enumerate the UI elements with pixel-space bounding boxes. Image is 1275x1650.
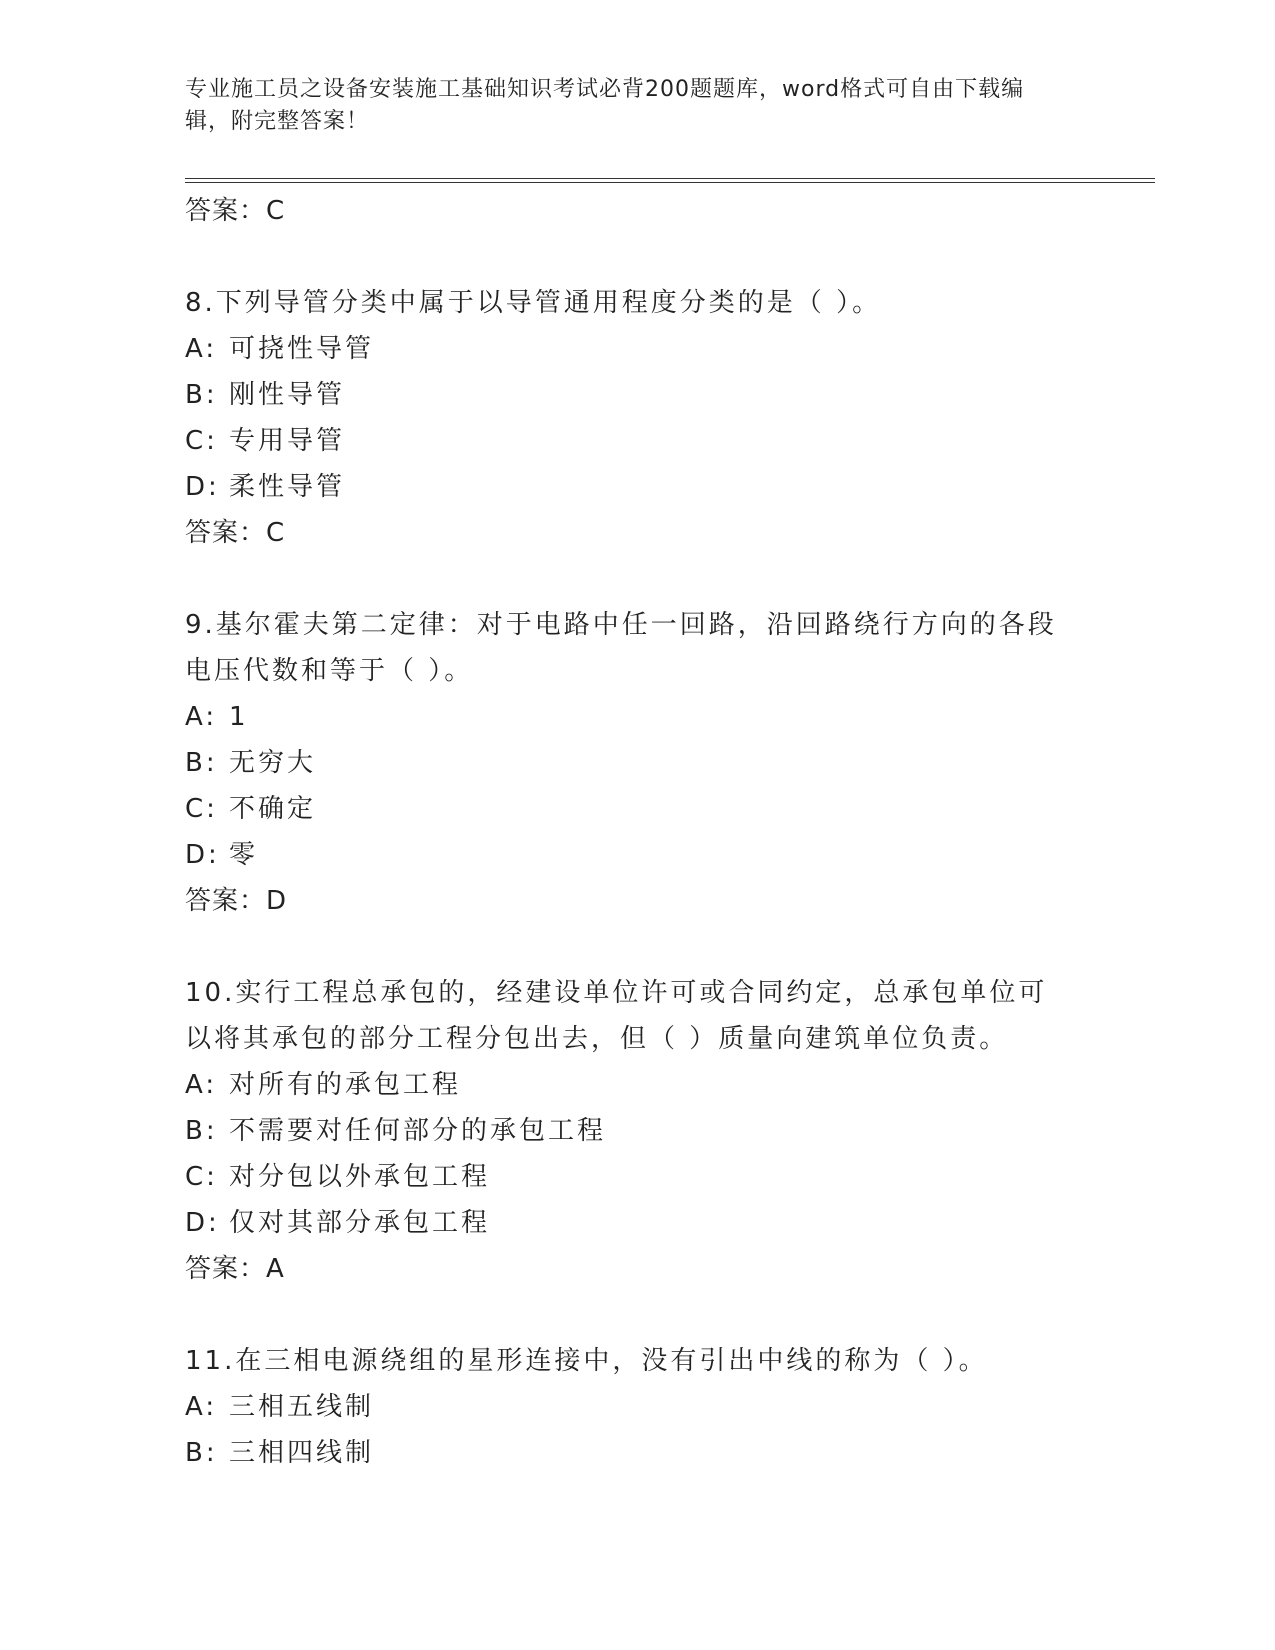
option-text: 可挠性导管 bbox=[229, 334, 375, 364]
option-text: 不需要对任何部分的承包工程 bbox=[229, 1116, 607, 1146]
question-text: 8.下列导管分类中属于以导管通用程度分类的是（ ）。 bbox=[185, 288, 882, 318]
option-letter: A: bbox=[185, 1070, 218, 1100]
option-a bbox=[185, 694, 1075, 740]
question-text: 11.在三相电源绕组的星形连接中，没有引出中线的称为（ ）。 bbox=[185, 1346, 988, 1376]
option-letter: A: bbox=[185, 1392, 218, 1422]
option-a bbox=[185, 326, 1075, 372]
option-b bbox=[185, 1430, 1075, 1476]
option-d bbox=[185, 1200, 1075, 1246]
option-b bbox=[185, 372, 1075, 418]
option-letter: C: bbox=[185, 794, 218, 824]
option-letter: A: bbox=[185, 702, 218, 732]
option-d bbox=[185, 464, 1075, 510]
option-letter: D: bbox=[185, 1208, 220, 1238]
question-list bbox=[185, 188, 1075, 1476]
option-text: 无穷大 bbox=[229, 748, 317, 778]
option-c bbox=[185, 1154, 1075, 1200]
option-d bbox=[185, 832, 1075, 878]
header-divider-thick bbox=[185, 182, 1155, 183]
option-letter: C: bbox=[185, 426, 218, 456]
option-letter: B: bbox=[185, 380, 218, 410]
option-letter: C: bbox=[185, 1162, 218, 1192]
question-item bbox=[185, 280, 1075, 556]
option-letter: B: bbox=[185, 1438, 218, 1468]
option-text: 刚性导管 bbox=[229, 380, 346, 410]
header-divider-thin bbox=[185, 178, 1155, 179]
option-text: 对所有的承包工程 bbox=[229, 1070, 462, 1100]
question-text: 10.实行工程总承包的，经建设单位许可或合同约定，总承包单位可以将其承包的部分工程分包出去，但（ ）质量向建筑单位负责。 bbox=[185, 978, 1048, 1054]
option-letter: B: bbox=[185, 748, 218, 778]
document-header: 专业施工员之设备安装施工基础知识考试必背200题题库，word格式可自由下载编辑，附完整答案！ bbox=[185, 77, 1025, 134]
option-c bbox=[185, 418, 1075, 464]
question-item bbox=[185, 602, 1075, 924]
option-text: 柔性导管 bbox=[229, 472, 346, 502]
option-b bbox=[185, 1108, 1075, 1154]
option-text: 对分包以外承包工程 bbox=[229, 1162, 491, 1192]
answer-line: 答案：C bbox=[185, 518, 286, 548]
question-item bbox=[185, 1338, 1075, 1476]
answer-line: 答案：D bbox=[185, 886, 288, 916]
option-text: 三相五线制 bbox=[229, 1392, 375, 1422]
option-letter: A: bbox=[185, 334, 218, 364]
option-text: 不确定 bbox=[229, 794, 317, 824]
option-text: 专用导管 bbox=[229, 426, 346, 456]
option-a bbox=[185, 1384, 1075, 1430]
option-a bbox=[185, 1062, 1075, 1108]
option-letter: B: bbox=[185, 1116, 218, 1146]
option-text: 1 bbox=[229, 702, 249, 732]
option-text: 仅对其部分承包工程 bbox=[229, 1208, 491, 1238]
option-b bbox=[185, 740, 1075, 786]
option-letter: D: bbox=[185, 840, 220, 870]
option-text: 零 bbox=[229, 840, 259, 870]
option-text: 三相四线制 bbox=[229, 1438, 375, 1468]
answer-line: 答案：C bbox=[185, 196, 286, 226]
question-text: 9.基尔霍夫第二定律：对于电路中任一回路，沿回路绕行方向的各段电压代数和等于（ ）。 bbox=[185, 610, 1057, 686]
answer-line: 答案：A bbox=[185, 1254, 285, 1284]
option-c bbox=[185, 786, 1075, 832]
option-letter: D: bbox=[185, 472, 220, 502]
question-item bbox=[185, 970, 1075, 1292]
